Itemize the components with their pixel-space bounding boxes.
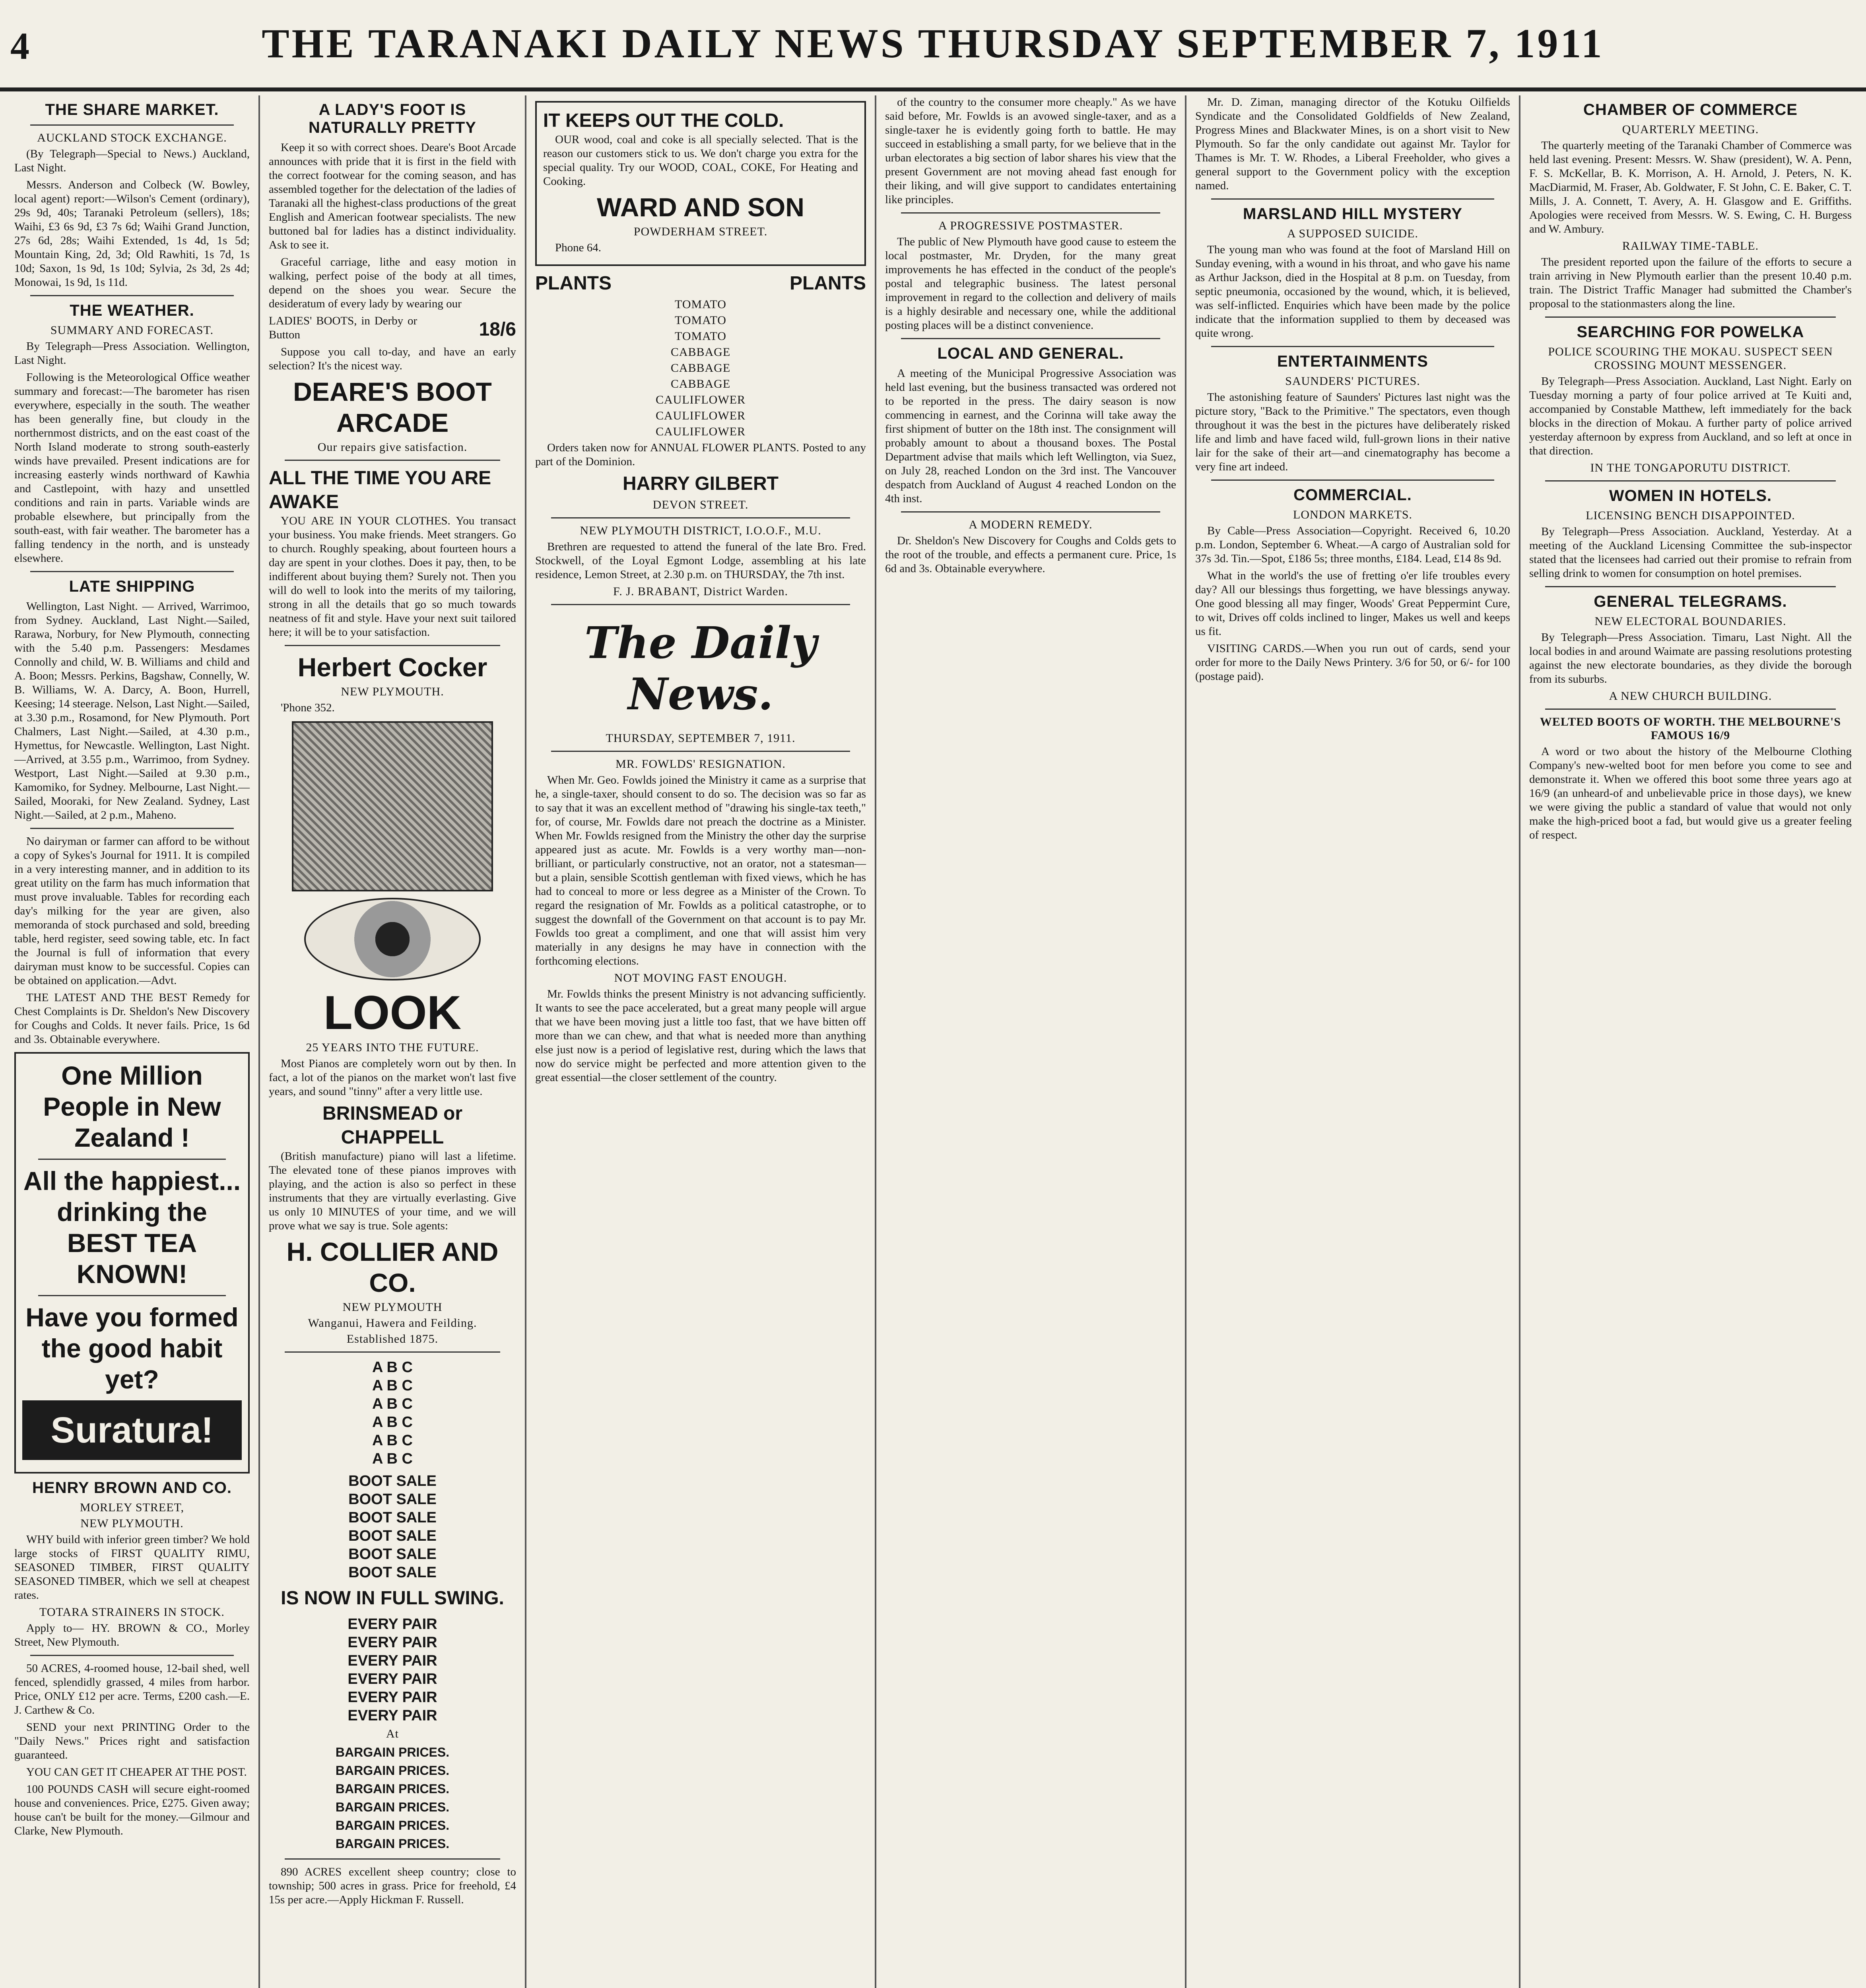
abc-list (372, 1358, 413, 1468)
railway-text: The president reported upon the failure of the efforts to secure a train arriving in New Plymouth earlier than the present 10.40 p.m. train. The District Traffic Manager had submitted the Chamber's proposal to the stationmasters along the line. (1529, 256, 1852, 310)
welted-heading: WELTED BOOTS OF WORTH. THE MELBOURNE'S FAMOUS 16/9 (1540, 715, 1841, 742)
suratura-brand: Suratura! (22, 1400, 242, 1460)
gilbert-street: DEVON STREET. (652, 498, 749, 511)
look-text: Most Pianos are completely worn out by then. In fact, a lot of the pianos on the market won't last five years, and sound "tinny" after a very little use. (269, 1057, 516, 1098)
plant-item: TOMATO (675, 330, 726, 343)
women-hotels-sub: LICENSING BENCH DISAPPOINTED. (1586, 509, 1795, 522)
brown-totara: TOTARA STRAINERS IN STOCK. (39, 1606, 225, 1619)
politics-text: of the country to the consumer more cheaply." As we have said before, Mr. Fowlds is an avowed single-taxer, and as a single-taxer he is evidently going forth to battle. He may succeed in establishing a small party, for we believe that in the urban electorates a big section of labor shares his view that the present Government are not moving ahead fast enough for their liking, and will give support to candidates entertaining like principles. (885, 96, 1176, 206)
bargain-line: BARGAIN PRICES. (335, 1800, 450, 1814)
powelka-sub: POLICE SCOURING THE MOKAU. SUSPECT SEEN CROSSING MOUNT MESSENGER. (1548, 345, 1833, 372)
lodge-heading: NEW PLYMOUTH DISTRICT, I.O.O.F., M.U. (580, 524, 821, 537)
daily-news-masthead: The Daily News. (584, 617, 817, 720)
collier-name: H. COLLIER AND CO. (286, 1237, 499, 1297)
every-pair-line: EVERY PAIR (348, 1689, 437, 1706)
every-pair-line: EVERY PAIR (348, 1634, 437, 1651)
plant-item: TOMATO (675, 314, 726, 327)
share-market-dateline: (By Telegraph—Special to News.) Auckland, Last Night. (14, 148, 250, 174)
bargain-line: BARGAIN PRICES. (335, 1782, 450, 1796)
brown-apply: Apply to— HY. BROWN & CO., Morley Street, New Plymouth. (14, 1622, 250, 1648)
chamber-heading: CHAMBER OF COMMERCE (1583, 101, 1798, 118)
coal-advert (535, 101, 866, 266)
not-moving-heading: NOT MOVING FAST ENOUGH. (614, 971, 787, 984)
dairy-journal-text: No dairyman or farmer can afford to be without a copy of Sykes's Journal for 1911. It is compiled in a very interesting manner, and in addition to its great utility on the farm has much information that must prove invaluable. Tables for recording each day's milking for the year are given, also memoranda of stock purchased and sold, breeding table, herd register, seed sowing table, etc. In fact the Journal is full of information that every dairyman must know to be successful. Copies can be obtained on application.—Advt. (14, 835, 250, 987)
lodge-text: Brethren are requested to attend the funeral of the late Bro. Fred. Stockwell, of the Loyal Egmont Lodge, assembling at his late residence, Lemon Street, at 2.30 p.m. on THURSDAY, the 7th inst. (535, 540, 866, 581)
plants-text: Orders taken now for ANNUAL FLOWER PLANTS. Posted to any part of the Dominion. (535, 441, 866, 468)
entertainments-heading: ENTERTAINMENTS (1277, 353, 1428, 370)
remedy-advert-text: THE LATEST AND THE BEST Remedy for Chest Complaints is Dr. Sheldon's New Discovery for Coughs and Colds. It never fails. Price, 1s 6d and 3s. Obtainable everywhere. (14, 991, 250, 1046)
local-general-text: A meeting of the Municipal Progressive Association was held last evening, but the business transacted was ordered not to be reported in the press. The dairy season is now commencing in earnest, and the Corinna will take away the first shipment of butter on the 18th inst. The consignment will probably amount to about a thousand boxes. The Postal Department advise that mails which left Wellington, via Suez, on July 28, reached London on the 3rd inst. The Vancouver despatch from Auckland of August 4 reached London on the 4th inst. (885, 367, 1176, 505)
classified-1: 50 ACRES, 4-roomed house, 12-bail shed, well fenced, splendidly grassed, 4 miles from harbor. Price, ONLY £12 per acre. Terms, £200 cash.—E. J. Carthew & Co. (14, 1662, 250, 1716)
brown-text: WHY build with inferior green timber? We hold large stocks of FIRST QUALITY RIMU, SEASONED TIMBER, FIRST QUALITY SEASONED TIMBER, which we sell at cheapest rates. (14, 1533, 250, 1602)
every-pair-line: EVERY PAIR (348, 1707, 437, 1724)
telegrams-text: By Telegraph—Press Association. Timaru, Last Night. All the local bodies in and around Waimate are passing resolutions protesting against the new electorate boundaries, as they divide the borough from its suburbs. (1529, 631, 1852, 685)
abc-line: A B C (372, 1377, 413, 1394)
modern-remedy-text: Dr. Sheldon's New Discovery for Coughs and Colds gets to the root of the trouble, and effects a permanent cure. Price, 1s 6d and 3s. Obtainable everywhere. (885, 534, 1176, 575)
sale-now-text: IS NOW IN FULL SWING. (281, 1588, 504, 1609)
ladies-boots-label: LADIES' BOOTS, in Derby or Button (269, 315, 417, 341)
awake-text: YOU ARE IN YOUR CLOTHES. You transact your business. You make friends. Meet strangers. Go to church. Roughly speaking, about fourteen hours a day are spent in your clothes. Does it pay, then, to be indifferent about buying them? Surely not. Then you will do well to look into the merits of my tailoring, strong in all the details that go so much towards neatness of fit and style. Have your next suit tailored here; it will be to your satisfaction. (269, 514, 516, 639)
abc-line: A B C (372, 1432, 413, 1449)
boot-sale-line: BOOT SALE (348, 1546, 437, 1563)
every-pair-line: EVERY PAIR (348, 1671, 437, 1687)
newspaper-title: THE TARANAKI DAILY NEWS THURSDAY SEPTEMBER 7, 1911 (262, 21, 1604, 66)
share-market-text: Messrs. Anderson and Colbeck (W. Bowley, local agent) report:—Wilson's Cement (ordinary), 29s 9d, 40s; Taranaki Petroleum (sellers), 18s; Waihi, £3 6s 9d, £3 7s 6d; Waihi Grand Junction, 27s 6d, 28s; Waihi Extended, 1s 4d, 1s 5d; Mountain King, 2d, 3d; Old Rawhiti, 1s 7d, 1s 10d; Saxon, 1s 9d, 1s 10d; Sylvia, 2s 3d, 2s 4d; Monowai, 1s 9d, 1s 11d. (14, 179, 250, 289)
every-pair-line: EVERY PAIR (348, 1652, 437, 1669)
modern-remedy-heading: A MODERN REMEDY. (969, 518, 1093, 531)
church-heading: A NEW CHURCH BUILDING. (1609, 689, 1772, 703)
commercial-text: By Cable—Press Association—Copyright. Received 6, 10.20 p.m. London, September 6. Wheat.—A cargo of Australian sold for 37s 3d. Tin.—Spot, £186 5s; three months, £184. Lead, £14 8s 9d. (1195, 524, 1510, 565)
chamber-sub: QUARTERLY MEETING. (1622, 123, 1759, 136)
plant-item: CAULIFLOWER (656, 425, 746, 438)
commercial-sub: LONDON MARKETS. (1293, 508, 1412, 521)
boot-sale-line: BOOT SALE (348, 1528, 437, 1544)
postmaster-heading: A PROGRESSIVE POSTMASTER. (938, 219, 1123, 232)
classified-3: YOU CAN GET IT CHEAPER AT THE POST. (26, 1766, 247, 1778)
coal-text: OUR wood, coal and coke is all specially selected. That is the reason our customers stick to us. We don't charge you extra for the special quality. Try our WOOD, COAL, COKE, For Heating and Cooking. (543, 133, 858, 188)
marsland-sub: A SUPPOSED SUICIDE. (1287, 227, 1418, 240)
page-columns (6, 95, 1860, 1988)
ward-brand: WARD AND SON (597, 192, 804, 222)
chamber-text: The quarterly meeting of the Taranaki Chamber of Commerce was held last evening. Present: Messrs. W. Shaw (president), W. A. Penn, F. S. McKellar, B. K. Morrison, A. H. Arnold, J. Peters, N. K. MacDiarmid, M. Fraser, Ab. Goldwater, F. St John, C. E. Baker, C. T. Mills, J. A. Connett, T. Avery, A. H. Glasgow and E. Griffiths. Apologies were received from Messrs. W. S. Ewing, C. H. Burgess and W. Ambury. (1529, 139, 1852, 235)
telegrams-heading: GENERAL TELEGRAMS. (1594, 593, 1787, 610)
column-3 (526, 95, 876, 1988)
railway-heading: RAILWAY TIME-TABLE. (1622, 239, 1759, 252)
abc-line: A B C (372, 1414, 413, 1431)
boot-sale-line: BOOT SALE (348, 1564, 437, 1581)
bargain-line: BARGAIN PRICES. (335, 1745, 450, 1759)
plant-item: CAULIFLOWER (656, 393, 746, 406)
suratura-tea-advert (14, 1052, 250, 1474)
weather-heading: THE WEATHER. (70, 302, 194, 319)
column-6 (1520, 95, 1860, 1988)
plant-item: TOMATO (675, 298, 726, 311)
coal-side-text: IT KEEPS OUT THE COLD. (543, 110, 784, 131)
look-heading: LOOK (323, 986, 462, 1039)
weather-dateline: By Telegraph—Press Association. Wellington, Last Night. (14, 340, 250, 367)
awake-heading: ALL THE TIME YOU ARE AWAKE (269, 468, 491, 513)
plant-item: CAULIFLOWER (656, 409, 746, 422)
cocker-town: NEW PLYMOUTH. (341, 685, 444, 698)
brown-town: NEW PLYMOUTH. (80, 1517, 184, 1530)
column-5-top-text: Mr. D. Ziman, managing director of the Kotuku Oilfields Syndicate and the Consolidated Goldfields of New Zealand, Progress Mines and Blackwater Mines, is on a short visit to New Plymouth. So far the only candidate out against Mr. Taylor for Thames is Mr. T. W. Rhodes, a Liberal Freeholder, who gives a general support to the Government policy with the exception named. (1195, 96, 1510, 192)
abc-boot-sale-block (269, 1358, 516, 1468)
ward-street: POWDERHAM STREET. (633, 225, 768, 238)
weather-subheading: SUMMARY AND FORECAST. (50, 324, 214, 337)
deare-brand: DEARE'S BOOT ARCADE (293, 377, 492, 437)
deare-tagline: Our repairs give satisfaction. (317, 441, 468, 454)
masthead (0, 0, 1866, 91)
collier-places: Wanganui, Hawera and Feilding. (308, 1316, 477, 1330)
women-hotels-heading: WOMEN IN HOTELS. (1609, 487, 1772, 505)
not-moving-text: Mr. Fowlds thinks the present Ministry is not advancing sufficiently. It wants to see the pace accelerated, but a great many people will argue that we have been moving just a little too fast, that we have bitten off more than we can chew, and that what is needed more than anything else just now is a period of legislative rest, during which the laws that now do service might be perfected and more attention given to the great essential—the closer settlement of the country. (535, 988, 866, 1084)
suratura-line-1: One Million People in New Zealand ! (43, 1061, 221, 1152)
shipping-heading: LATE SHIPPING (69, 578, 195, 595)
marsland-text: The young man who was found at the foot of Marsland Hill on Sunday evening, with a wound in his throat, and who gave his name as Arthur Jackson, died in the Hospital at 8 p.m. on Tuesday, from septic pneumonia, occasioned by the wound, which, it is believed, was self-inflicted. Enquiries which have been made by the police indicate that the information supplied to them by deceased was quite wrong. (1195, 243, 1510, 340)
woman-piano-illustration (292, 721, 493, 891)
cocker-name: Herbert Cocker (297, 652, 487, 682)
classified-2: SEND your next PRINTING Order to the "Daily News." Prices right and satisfaction guaranteed. (14, 1721, 250, 1761)
ladys-foot-heading: A LADY'S FOOT IS NATURALLY PRETTY (309, 101, 476, 136)
piano-brands: BRINSMEAD or CHAPPELL (322, 1103, 462, 1148)
plants-heading-row (535, 272, 866, 295)
plant-item: CABBAGE (670, 377, 731, 390)
plant-item: CABBAGE (670, 361, 731, 375)
ladys-foot-text-2: Graceful carriage, lithe and easy motion in walking, perfect poise of the body at all times, depend on the shoes you wear. Secure the desideratum of every lady by wearing our (269, 256, 516, 310)
column-2 (260, 95, 526, 1988)
boot-sale-list (269, 1472, 516, 1582)
boot-sale-line: BOOT SALE (348, 1509, 437, 1526)
powelka-heading: SEARCHING FOR POWELKA (1577, 323, 1804, 341)
boot-sale-line: BOOT SALE (348, 1473, 437, 1489)
abc-line: A B C (372, 1396, 413, 1412)
eye-illustration (304, 898, 480, 980)
plant-item: CABBAGE (670, 346, 731, 359)
ladys-foot-call: Suppose you call to-day, and have an early selection? It's the nicest way. (269, 346, 516, 372)
suratura-line-2: All the happiest... drinking the BEST TEA KNOWN! (23, 1166, 241, 1289)
ward-phone: Phone 64. (555, 241, 601, 254)
editorial-date: THURSDAY, SEPTEMBER 7, 1911. (606, 732, 796, 745)
tongaporutu-heading: IN THE TONGAPORUTU DISTRICT. (1590, 461, 1791, 474)
classified-acres: 890 ACRES excellent sheep country; close to township; 500 acres in grass. Price for freehold, £4 15s per acre.—Apply Hickman F. Russell. (269, 1866, 516, 1906)
local-general-heading: LOCAL AND GENERAL. (937, 345, 1124, 362)
bargain-line: BARGAIN PRICES. (335, 1763, 450, 1778)
bargain-list (269, 1743, 516, 1853)
look-text-2: (British manufacture) piano will last a lifetime. The elevated tone of these pianos improves with playing, and the action is also so perfect in these instruments that they are virtually everlasting. Give us only 10 MINUTES of your time, and we will prove what we say is true. Sole agents: (269, 1150, 516, 1232)
peppermint-advert: What in the world's the use of fretting o'er life troubles every day? All our blessings thus forgetting, we have blessings anyway. One good blessing all may finger, Woods' Great Peppermint Cure, to wit, Drives off colds inclined to linger, Makes us well and keeps us fit. (1195, 569, 1510, 638)
editorial-heading: MR. FOWLDS' RESIGNATION. (616, 757, 786, 771)
abc-line: A B C (372, 1359, 413, 1376)
bargain-line: BARGAIN PRICES. (335, 1818, 450, 1833)
entertainments-sub: SAUNDERS' PICTURES. (1285, 375, 1420, 388)
column-1 (6, 95, 260, 1988)
plants-heading-right: PLANTS (790, 273, 866, 294)
boot-sale-line: BOOT SALE (348, 1491, 437, 1508)
gilbert-name: HARRY GILBERT (622, 473, 779, 494)
editorial-text: When Mr. Geo. Fowlds joined the Ministry it came as a surprise that he, a single-taxer, should consent to do so. The decision was so far as to say that it was an excellent method of "drawing his single-tax teeth," for, of course, Mr. Fowlds dare not preach the doctrine as a Minister. When Mr. Fowlds resigned from the Ministry the other day the surprise appeared just as acute. Mr. Fowlds is a very worthy man—non-brilliant, or particularly constructive, not an orator, not a statesman—but a plain, sensible Scottish gentleman with fixed views, which he has had to conceal to more or less degree as a Minister of the Crown. To regard the resignation of Mr. Fowlds as a political catastrophe, or to suggest the downfall of the Government on that account is to pay Mr. Fowlds too great a compliment, and one that will assist him very materially in any designs he may have in connection with the forthcoming elections. (535, 774, 866, 967)
telegrams-sub: NEW ELECTORAL BOUNDARIES. (1594, 615, 1786, 628)
column-4 (876, 95, 1186, 1988)
shipping-text: Wellington, Last Night. — Arrived, Warrimoo, from Sydney. Auckland, Last Night.—Sailed, Rarawa, Norbury, for New Plymouth, connecting with the 5.40 p.m. Passengers: Mesdames Connolly and child, W. B. Williams and child and A. Boon; Messrs. Perkins, Bagshaw, Connelly, W. B. Williams, W. A. Darcy, A. Boon, Hurrell, Keesing; 14 steerage. Nelson, Last Night.—Sailed, at 3.30 p.m., Rosamond, for New Plymouth. Port Chalmers, Last Night.—Sailed, at 4.30 p.m., Hymettus, for Newcastle. Wellington, Last Night.—Arrived, at 3.55 p.m., Warrimoo, from Sydney. Westport, Last Night.—Sailed at 9.30 p.m., Kamomiko, for Sydney. Melbourne, Last Night.—Sailed, Mooraki, for New Zealand. Sydney, Last Night.—Sailed, at 2 p.m., Maheno. (14, 600, 250, 821)
ladys-foot-text: Keep it so with correct shoes. Deare's Boot Arcade announces with pride that it is first in the field with the correct footwear for the coming season, and has assembled together for the delectation of the ladies of Taranaki all the highest-class productions of the great English and American footwear specialists. The new buttoned bal for ladies has a distinct individuality. Ask to see it. (269, 141, 516, 251)
commercial-heading: COMMERCIAL. (1293, 486, 1412, 504)
welted-text: A word or two about the history of the Melbourne Clothing Company's new-welted boot for men before you come to see and demonstrate it. When we offered this boot some three years ago at 16/9 (an unheard-of and unbelievable price in those days), we knew we were giving the public a standard of value that would not only make the high-priced boot a fad, but would give us a greater feeling of respect. (1529, 745, 1852, 841)
visiting-cards-advert: VISITING CARDS.—When you run out of cards, send your order for more to the Daily News Printery. 3/6 for 50, or 6/- for 100 (postage paid). (1195, 642, 1510, 683)
suratura-line-3: Have you formed the good habit yet? (25, 1303, 239, 1394)
classified-4: 100 POUNDS CASH will secure eight-roomed house and conveniences. Price, £275. Given away; house can't be built for the money.—Gilmour and Clarke, New Plymouth. (14, 1783, 250, 1837)
women-hotels-text: By Telegraph—Press Association. Auckland, Yesterday. At a meeting of the Auckland Licensing Committee the sub-inspector stated that the licensees had carried out their promise to refrain from selling drink to women for consumption on hotel premises. (1529, 525, 1852, 580)
powelka-text: By Telegraph—Press Association. Auckland, Last Night. Early on Tuesday morning a party of four police arrived at Te Kuiti and, accompanied by Constable Matthew, left immediately for the back blocks in the direction of Mokau. A further party of police arrived yesterday afternoon by express from Auckland, and so left at once in that direction. (1529, 375, 1852, 457)
column-5 (1186, 95, 1520, 1988)
entertainments-text: The astonishing feature of Saunders' Pictures last night was the picture story, "Back to the Primitive." The spectators, even though throughout it was the best in the pictures have deliberately risked life and limb and have faced wild, full-grown lions in their native lair for the sake of their art—and cinematography has become a very fine art indeed. (1195, 391, 1510, 473)
brown-street: MORLEY STREET, (80, 1501, 184, 1514)
page-number: 4 (10, 25, 29, 67)
cocker-phone: 'Phone 352. (281, 701, 335, 714)
weather-text: Following is the Meteorological Office weather summary and forecast:—The barometer has risen everywhere, especially in the south. The weather has been generally fine, but cloudy in the northernmost districts, and on the east coast of the North Island moderate to strong south-easterly winds have prevailed. Present indications are for increasing easterly winds northward of Kawhia and Castlepoint, with hazy and unsettled conditions and rain in parts. Variable winds are probable elsewhere, but principally from the south-east, with fair weather. The barometer has a falling tendency in the north, and is unsteady elsewhere. (14, 371, 250, 565)
lodge-signature: F. J. BRABANT, District Warden. (613, 585, 788, 598)
every-pair-line: EVERY PAIR (348, 1616, 437, 1633)
bargain-line: BARGAIN PRICES. (335, 1837, 450, 1851)
postmaster-text: The public of New Plymouth have good cause to esteem the local postmaster, Mr. Dryden, for the many great improvements he has effected in the conduct of the people's postal and telegraphic business. The latest personal improvement in regard to the collection and delivery of mails is a highly desirable and necessary one, while the additional posting places will be a distinct convenience. (885, 235, 1176, 332)
collier-established: Established 1875. (346, 1332, 439, 1345)
ladies-boots-price: 18/6 (479, 319, 516, 340)
share-market-subheading: AUCKLAND STOCK EXCHANGE. (37, 131, 227, 144)
look-sub: 25 YEARS INTO THE FUTURE. (306, 1041, 479, 1054)
every-pair-list (269, 1615, 516, 1725)
brown-heading: HENRY BROWN AND CO. (32, 1479, 232, 1497)
marsland-heading: MARSLAND HILL MYSTERY (1243, 205, 1463, 223)
sale-at: At (386, 1727, 399, 1740)
share-market-heading: THE SHARE MARKET. (45, 101, 219, 118)
collier-town: NEW PLYMOUTH (342, 1301, 443, 1314)
abc-line: A B C (372, 1450, 413, 1467)
plants-heading-left: PLANTS (535, 273, 612, 294)
